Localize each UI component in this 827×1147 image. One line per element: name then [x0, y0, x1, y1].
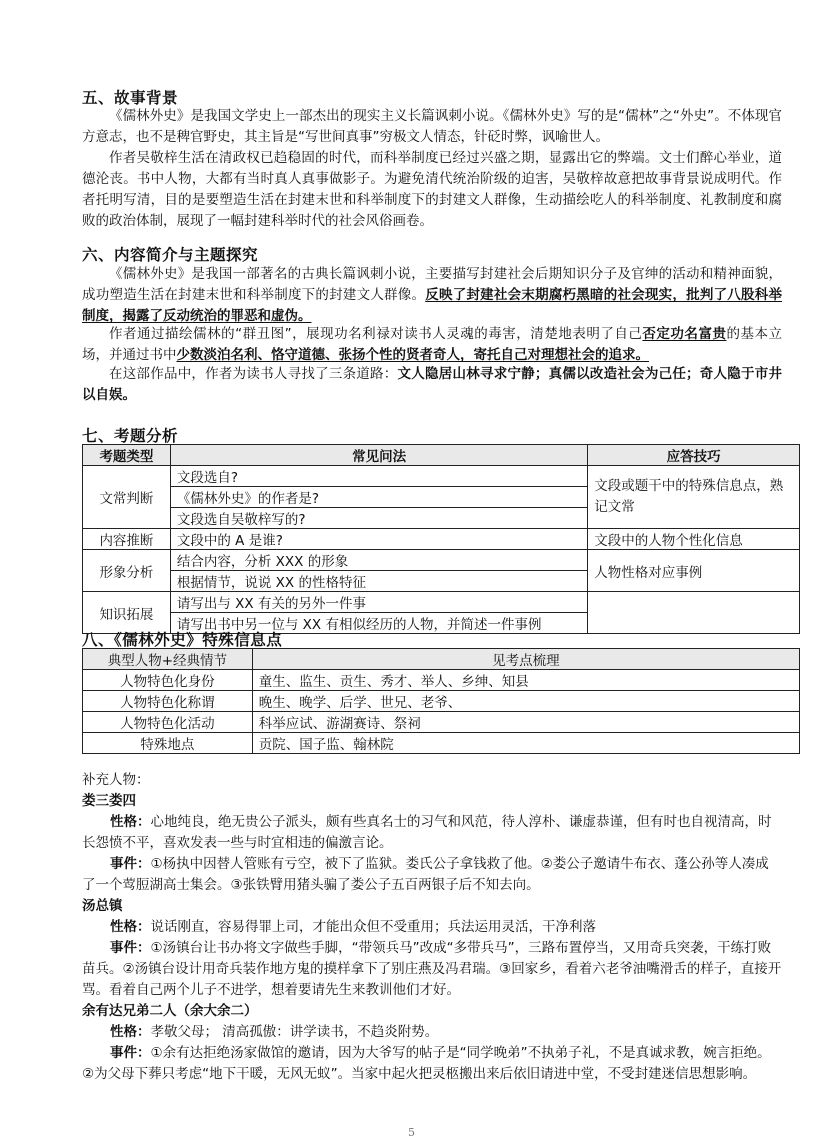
type-cell: 文常判断: [83, 466, 171, 529]
question-cell: 《儒林外史》的作者是?: [170, 487, 587, 508]
personality-label: 性格：: [110, 1024, 151, 1040]
type-cell: 内容推断: [83, 529, 171, 550]
question-cell: 根据情节，说说 XX 的性格特征: [170, 571, 587, 592]
tip-cell: 文段或题干中的特殊信息点，熟记文常: [588, 466, 800, 529]
question-cell: 文段选自吴敬梓写的?: [170, 508, 587, 529]
section-6-heading: 六、内容简介与主题探究: [82, 246, 259, 264]
s6-p3-text: 在这部作品中，作者为读书人寻找了三条道路：: [109, 366, 398, 382]
section-7-heading: 七、考题分析: [82, 427, 179, 445]
tip-cell: 人物性格对应事例: [588, 550, 800, 592]
s6-p2-emphasis-a: 否定功名富贵: [642, 326, 727, 342]
tip-cell-empty: [588, 592, 800, 634]
page-number: 5: [408, 1126, 415, 1139]
question-cell: 文段选自?: [170, 466, 587, 487]
section-6-paragraph-1: [82, 264, 782, 327]
supplement-title: 补充人物：: [82, 772, 150, 788]
info-key: 人物特色化称谓: [83, 691, 253, 712]
section-5-paragraph-1: 《儒林外史》是我国文学史上一部杰出的现实主义长篇讽刺小说。《儒林外史》写的是“儒林”之“外史”。不体现官方意志，也不是稗官野史，其主旨是“写世间真事”穷极文人情态，针砭时弊，讽喻世人。: [82, 108, 782, 145]
personality-text: 孝敬父母； 清高孤傲：讲学读书，不趋炎附势。: [150, 1024, 439, 1040]
exam-analysis-table: [82, 444, 800, 634]
info-key: 人物特色化活动: [83, 712, 253, 733]
question-cell: 请写出与 XX 有关的另外一件事: [170, 592, 587, 613]
section-5-heading: 五、故事背景: [82, 89, 179, 107]
personality-text: 心地纯良，绝无贵公子派头，颇有些真名士的习气和风范，待人淳朴、谦虚恭谨，但有时也自视清高，时长怨愤不平，喜欢发表一些与时宜相违的偏激言论。: [82, 814, 772, 851]
section-6-paragraph-2: [82, 324, 782, 366]
question-cell: 文段中的 A 是谁?: [170, 529, 587, 550]
tang-personality: [82, 917, 782, 938]
personality-label: 性格：: [110, 814, 151, 830]
s6-p2-text-c: 的基本立场，并通过书中: [82, 326, 783, 363]
col-header-type: 考题类型: [83, 445, 171, 466]
s6-p2-emphasis-b: 少数淡泊名利、恪守道德、张扬个性的贤者奇人，寄托自己对理想社会的追求。: [176, 347, 649, 363]
supplement-section: [82, 770, 782, 1085]
personality-text: 说话刚直，容易得罪上司，才能出众但不受重用；兵法运用灵活，干净利落: [150, 919, 596, 935]
tip-cell: 文段中的人物个性化信息: [588, 529, 800, 550]
yu-personality: [82, 1022, 782, 1043]
info-key: 特殊地点: [83, 733, 253, 754]
info-value: 晚生、晚学、后学、世兄、老爷、: [252, 691, 799, 712]
section-8-heading: 八、《儒林外史》特殊信息点: [82, 631, 283, 649]
events-text: ①汤镇台让书办将文字做些手脚，“带领兵马”改成“多带兵马”，三路布置停当，又用奇兵突袭，干练打败苗兵。②汤镇台设计用奇兵装作地方鬼的摸样拿下了别庄燕及冯君瑞。③回家乡，看着六老爷油嘴滑舌的样子，直接开骂。看着自己两个儿子不进学，想着要请先生来教训他们才好。: [82, 940, 782, 998]
type-cell: 知识拓展: [83, 592, 171, 634]
info-value: 童生、监生、贡生、秀才、举人、乡绅、知县: [252, 670, 799, 691]
personality-label: 性格：: [110, 919, 151, 935]
question-cell: 结合内容，分析 XXX 的形象: [170, 550, 587, 571]
character-name-lou: 娄三娄四: [82, 793, 136, 809]
col-header-tip: 应答技巧: [588, 445, 800, 466]
info-key: 人物特色化身份: [83, 670, 253, 691]
question-cell: 请写出书中另一位与 XX 有相似经历的人物，并简述一件事例: [170, 613, 587, 634]
events-text: ①余有达拒绝汤家做馆的邀请，因为大爷写的帖子是“同学晚弟”不执弟子礼，不是真诚求教，婉言拒绝。②为父母下葬只考虑“地下干暖，无风无蚁”。当家中起火把灵柩搬出来后依旧请进中堂，不受封建迷信思想影响。: [82, 1045, 771, 1082]
s6-p1-text: 《儒林外史》是我国一部著名的古典长篇讽刺小说，主要描写封建社会后期知识分子及官绅的活动和精神面貌，成功塑造生活在封建末世和科举制度下的封建文人群像。: [82, 266, 782, 303]
events-label: 事件：: [110, 856, 151, 872]
col-header-typical: 典型人物+经典情节: [83, 649, 253, 670]
events-label: 事件：: [110, 940, 151, 956]
lou-events: [82, 854, 782, 896]
section-6-paragraph-3: [82, 364, 782, 406]
s6-p1-emphasis: 反映了封建社会末期腐朽黑暗的社会现实，批判了八股科举制度，揭露了反动统治的罪恶和虚伪。: [82, 287, 782, 324]
lou-personality: [82, 812, 782, 854]
type-cell: 形象分析: [83, 550, 171, 592]
s6-p3-bold: 文人隐居山林寻求宁静；真儒以改造社会为己任；奇人隐于市井以自娱。: [82, 366, 782, 403]
special-info-table: [82, 648, 800, 754]
yu-events: [82, 1043, 782, 1085]
info-value: 科举应试、游湖赛诗、祭祠: [252, 712, 799, 733]
s6-p2-text-a: 作者通过描绘儒林的“群丑图”，展现功名利禄对读书人灵魂的毒害，清楚地表明了自己: [109, 326, 643, 342]
tang-events: [82, 938, 782, 1001]
col-header-question: 常见问法: [170, 445, 587, 466]
section-5-paragraph-2: 作者吴敬梓生活在清政权已趋稳固的时代，而科举制度已经过兴盛之期，显露出它的弊端。文士们醉心举业，道德沦丧。书中人物，大都有当时真人真事做影子。为避免清代统治阶级的迫害，吴敬梓故意把故事背景说成明代。作者托明写清，目的是要塑造生活在封建末世和科举制度下的封建文人群像，生动描绘吃人的科举制度、礼教制度和腐败的政治体制，展现了一幅封建科举时代的社会风俗画卷。: [82, 150, 782, 229]
info-value: 贡院、国子监、翰林院: [252, 733, 799, 754]
events-label: 事件：: [110, 1045, 151, 1061]
character-name-tang: 汤总镇: [82, 898, 123, 914]
character-name-yu: 余有达兄弟二人（余大余二）: [82, 1003, 258, 1019]
events-text: ①杨执中因替人管账有亏空，被下了监狱。娄氏公子拿钱救了他。②娄公子邀请牛布衣、蓬公孙等人凑成了一个莺脰湖高士集会。③张铁臂用猪头骗了娄公子五百两银子后不知去向。: [82, 856, 769, 893]
col-header-points: 见考点梳理: [252, 649, 799, 670]
